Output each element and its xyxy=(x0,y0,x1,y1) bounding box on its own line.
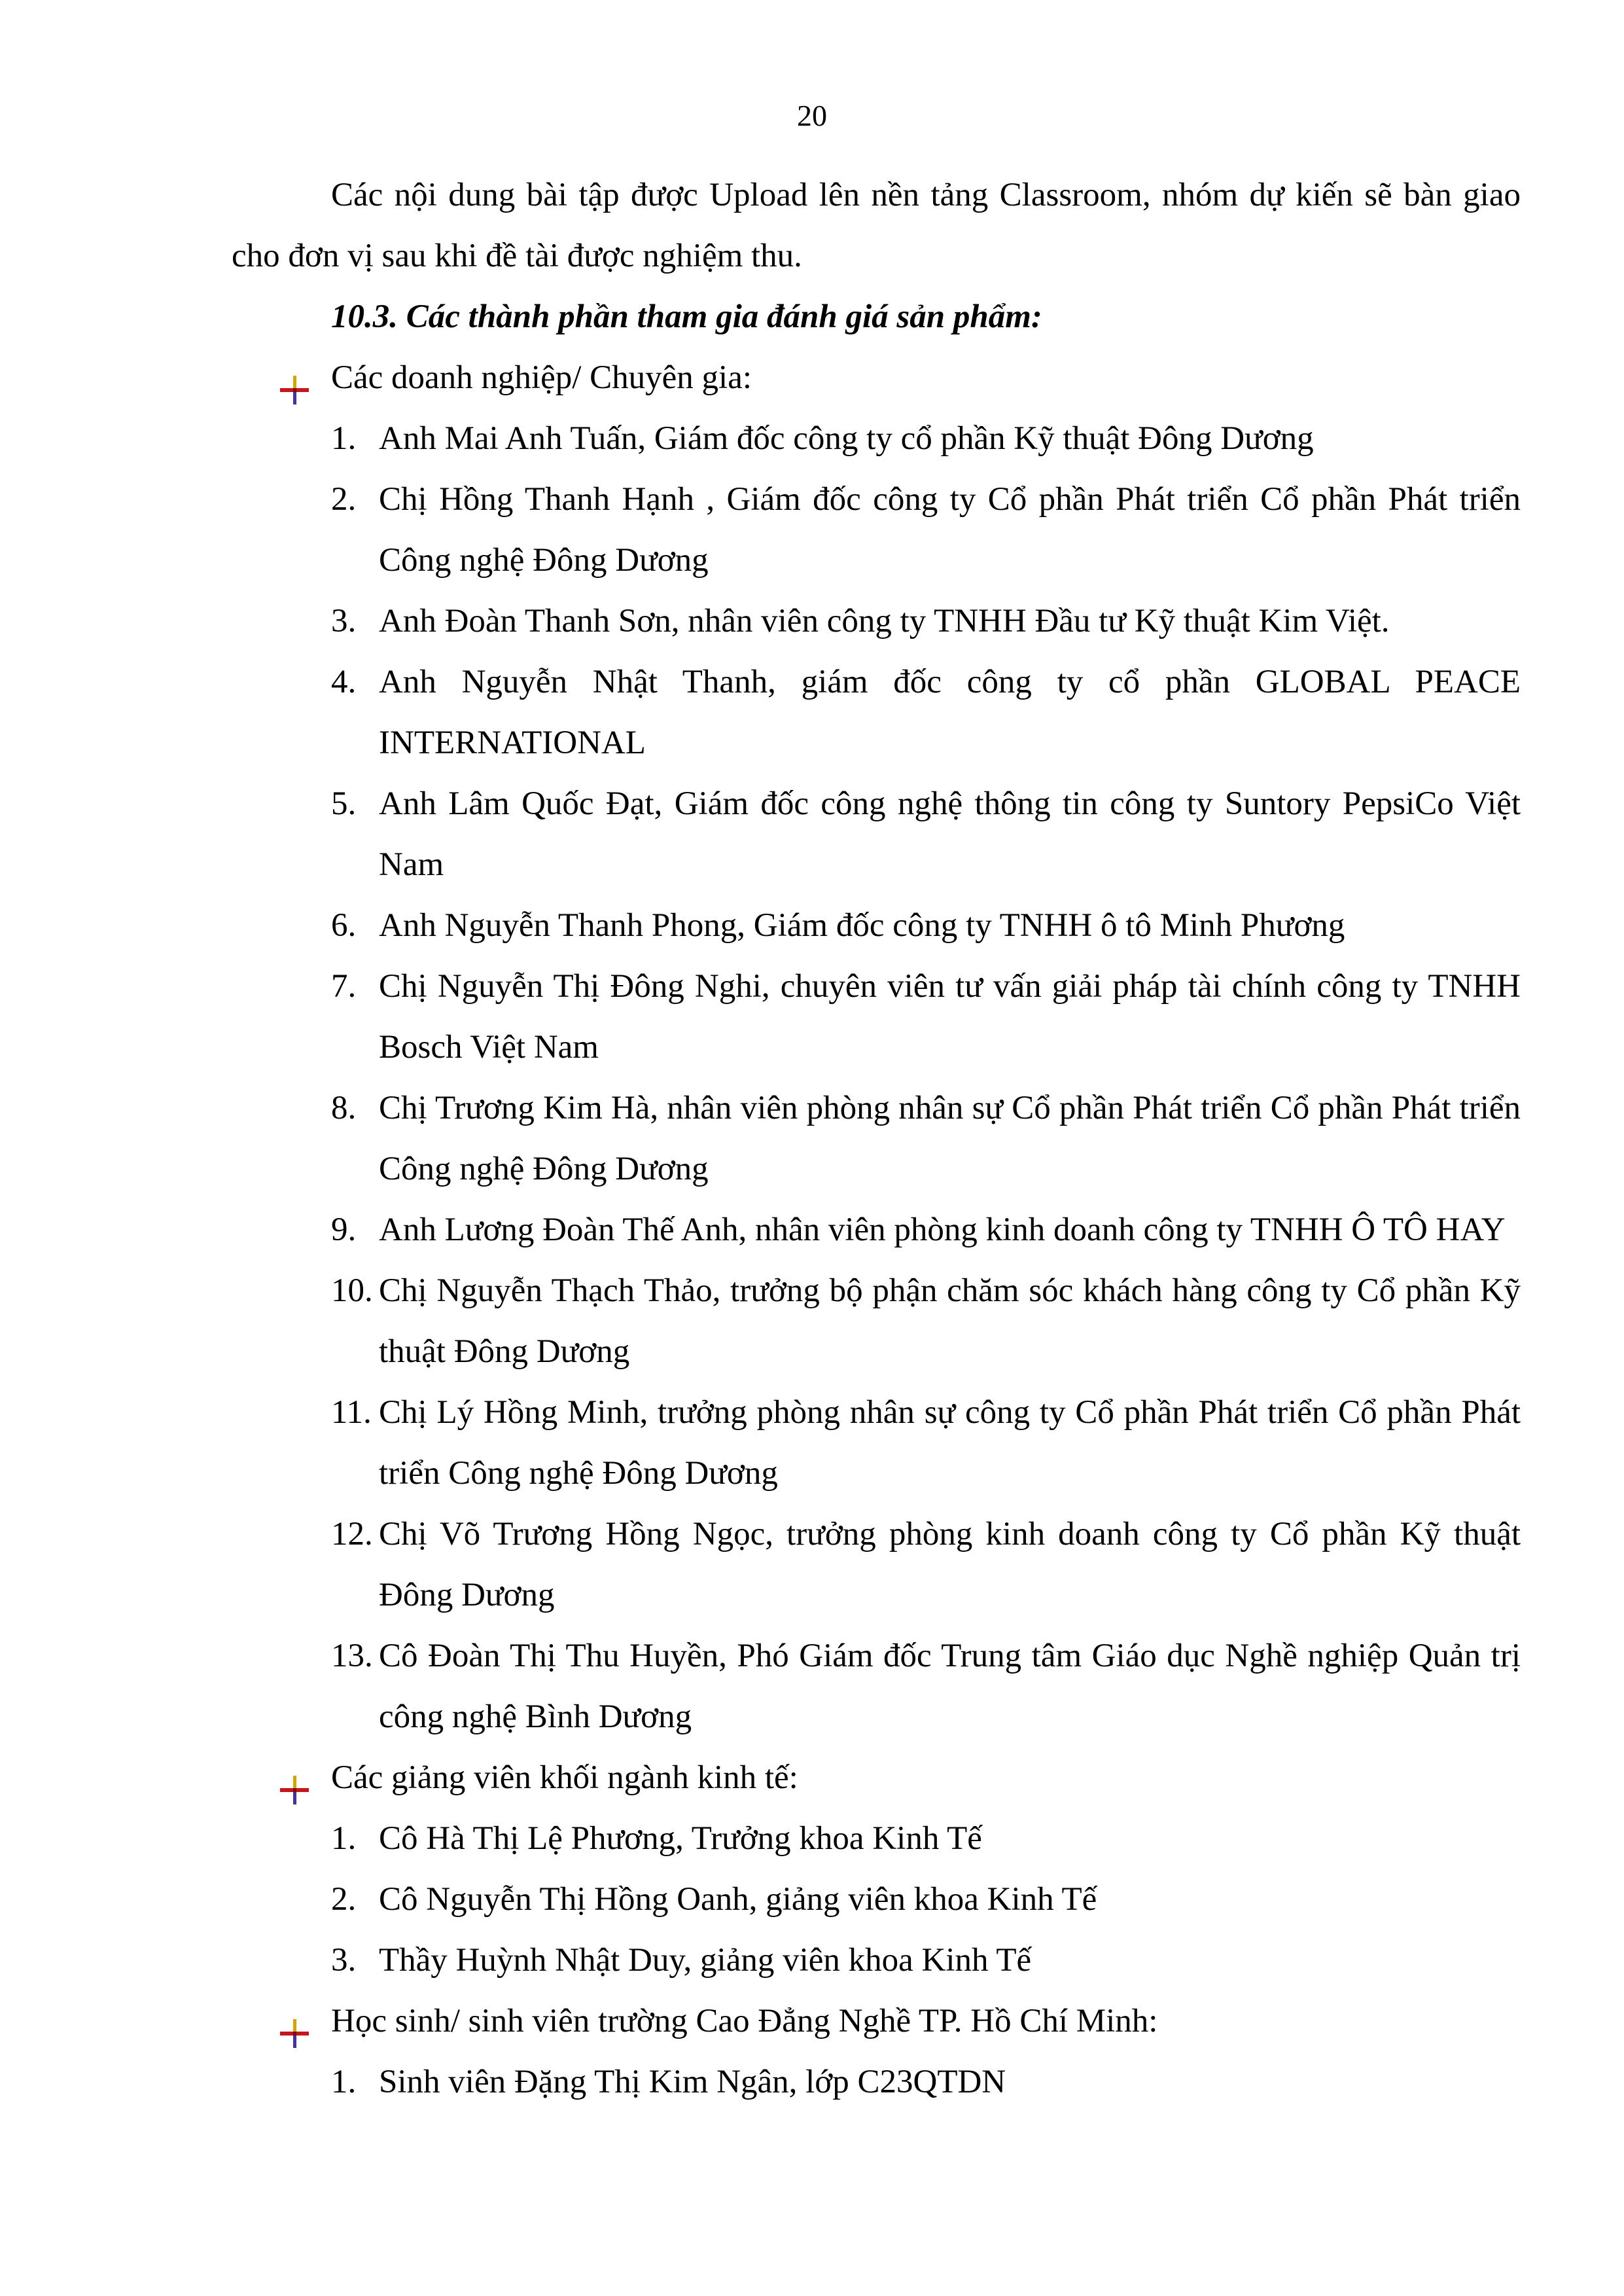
list-item xyxy=(232,408,1521,469)
list-item-text: Cô Đoàn Thị Thu Huyền, Phó Giám đốc Trung tâm Giáo dục Nghề nghiệp Quản trị công nghệ Bình Dương xyxy=(379,1638,1521,1735)
list-item-number: 4. xyxy=(331,664,357,700)
group-title-label: Các doanh nghiệp/ Chuyên gia: xyxy=(331,359,752,396)
list-item-text: Chị Trương Kim Hà, nhân viên phòng nhân sự Cổ phần Phát triển Cổ phần Phát triển Công nghệ Đông Dương xyxy=(379,1090,1521,1187)
list-item-number: 1. xyxy=(331,420,357,457)
list-item-text: Anh Đoàn Thanh Sơn, nhân viên công ty TNHH Đầu tư Kỹ thuật Kim Việt. xyxy=(379,603,1390,639)
list-item-text: Chị Hồng Thanh Hạnh , Giám đốc công ty Cổ phần Phát triển Cổ phần Phát triển Công nghệ Đông Dương xyxy=(379,481,1521,579)
list-item-text: Thầy Huỳnh Nhật Duy, giảng viên khoa Kinh Tế xyxy=(379,1942,1032,1979)
list-item xyxy=(232,774,1521,895)
list-item-text: Chị Nguyễn Thị Đông Nghi, chuyên viên tư vấn giải pháp tài chính công ty TNHH Bosch Việt Nam xyxy=(379,968,1521,1066)
list-item xyxy=(232,1200,1521,1261)
list-item-number: 11. xyxy=(331,1394,372,1431)
list-item xyxy=(232,2052,1521,2113)
list-item-number: 7. xyxy=(331,968,357,1005)
list-item xyxy=(232,956,1521,1078)
document-body xyxy=(232,165,1521,2113)
list-item-number: 2. xyxy=(331,1881,357,1918)
cross-bullet-icon xyxy=(280,2007,309,2036)
group-title xyxy=(232,348,1521,408)
list-item-text: Anh Nguyễn Nhật Thanh, giám đốc công ty cổ phần GLOBAL PEACE INTERNATIONAL xyxy=(379,664,1521,761)
list-item xyxy=(232,469,1521,591)
list-item-text: Chị Nguyễn Thạch Thảo, trưởng bộ phận chăm sóc khách hàng công ty Cổ phần Kỹ thuật Đông Dương xyxy=(379,1272,1521,1370)
list-item-number: 10. xyxy=(331,1272,373,1309)
list-item xyxy=(232,1808,1521,1869)
group-title-label: Học sinh/ sinh viên trường Cao Đẳng Nghề TP. Hồ Chí Minh: xyxy=(331,2003,1158,2039)
list-item-number: 2. xyxy=(331,481,357,518)
participant-groups xyxy=(232,348,1521,2113)
list-item xyxy=(232,895,1521,956)
group-title-label: Các giảng viên khối ngành kinh tế: xyxy=(331,1759,798,1796)
list-item-text: Cô Nguyễn Thị Hồng Oanh, giảng viên khoa Kinh Tế xyxy=(379,1881,1097,1918)
list-item-text: Anh Lâm Quốc Đạt, Giám đốc công nghệ thông tin công ty Suntory PepsiCo Việt Nam xyxy=(379,785,1521,883)
list-item-number: 3. xyxy=(331,1942,357,1979)
page-number: 20 xyxy=(797,99,827,132)
list-item-number: 1. xyxy=(331,1820,357,1857)
list-item-number: 9. xyxy=(331,1211,357,1248)
list-item-number: 12. xyxy=(331,1516,373,1552)
list-item-number: 1. xyxy=(331,2064,357,2100)
list-item-text: Anh Lương Đoàn Thế Anh, nhân viên phòng kinh doanh công ty TNHH Ô TÔ HAY xyxy=(379,1211,1506,1248)
list-item-text: Sinh viên Đặng Thị Kim Ngân, lớp C23QTDN xyxy=(379,2064,1006,2100)
participant-list xyxy=(232,1808,1521,1991)
list-item xyxy=(232,652,1521,774)
participant-list xyxy=(232,408,1521,1748)
list-item-text: Chị Lý Hồng Minh, trưởng phòng nhân sự công ty Cổ phần Phát triển Cổ phần Phát triển Công nghệ Đông Dương xyxy=(379,1394,1521,1492)
list-item xyxy=(232,1930,1521,1991)
cross-bullet-icon xyxy=(280,364,309,393)
list-item-text: Chị Võ Trương Hồng Ngọc, trưởng phòng kinh doanh công ty Cổ phần Kỹ thuật Đông Dương xyxy=(379,1516,1521,1613)
list-item xyxy=(232,1078,1521,1200)
list-item-text: Cô Hà Thị Lệ Phương, Trưởng khoa Kinh Tế xyxy=(379,1820,982,1857)
list-item xyxy=(232,591,1521,652)
list-item xyxy=(232,1504,1521,1626)
section-heading: 10.3. Các thành phần tham gia đánh giá sản phẩm: xyxy=(331,298,1042,335)
intro-paragraph: Các nội dung bài tập được Upload lên nền tảng Classroom, nhóm dự kiến sẽ bàn giao cho đơn vị sau khi đề tài được nghiệm thu. xyxy=(232,177,1521,274)
list-item-number: 3. xyxy=(331,603,357,639)
list-item xyxy=(232,1626,1521,1748)
cross-bullet-icon xyxy=(280,1764,309,1793)
list-item xyxy=(232,1869,1521,1930)
group-title xyxy=(232,1991,1521,2052)
list-item-number: 5. xyxy=(331,785,357,822)
participant-list xyxy=(232,2052,1521,2113)
list-item xyxy=(232,1382,1521,1504)
group-title xyxy=(232,1748,1521,1808)
list-item-text: Anh Mai Anh Tuấn, Giám đốc công ty cổ phần Kỹ thuật Đông Dương xyxy=(379,420,1314,457)
list-item-number: 13. xyxy=(331,1638,373,1674)
list-item xyxy=(232,1261,1521,1382)
list-item-number: 6. xyxy=(331,907,357,944)
list-item-text: Anh Nguyễn Thanh Phong, Giám đốc công ty TNHH ô tô Minh Phương xyxy=(379,907,1345,944)
list-item-number: 8. xyxy=(331,1090,357,1126)
